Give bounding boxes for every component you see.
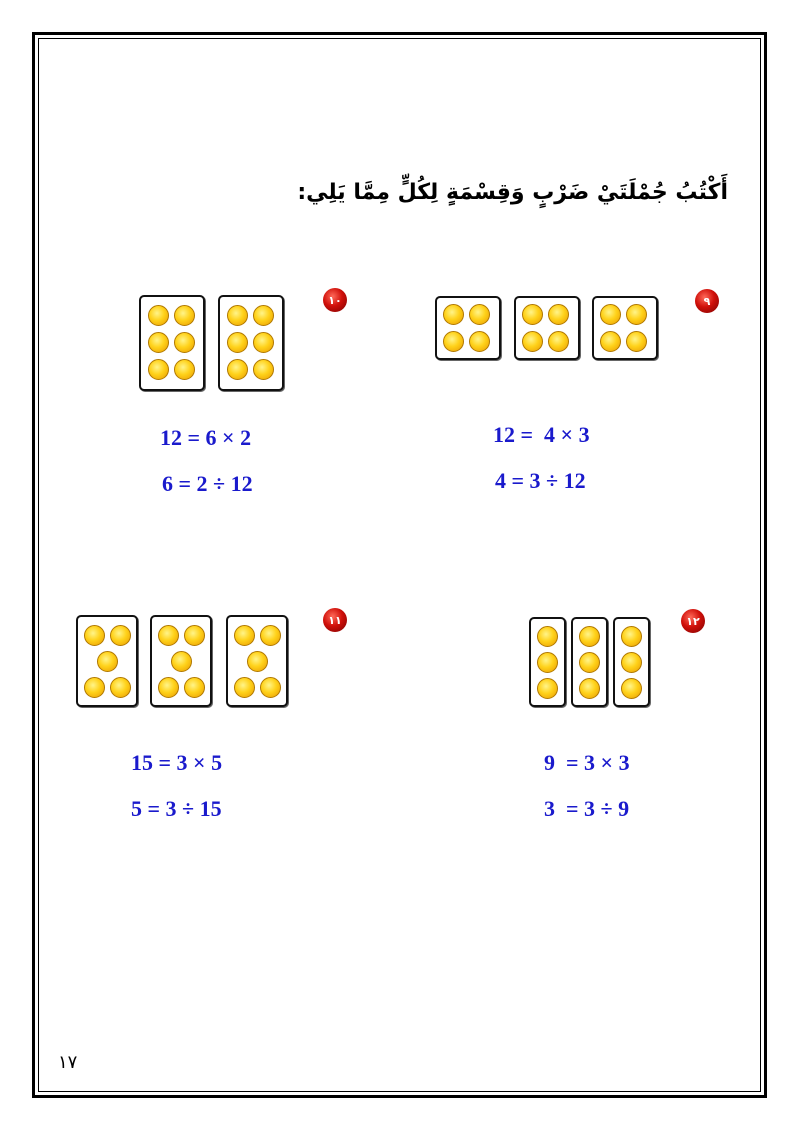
counter-dot (260, 677, 281, 698)
division-sentence: 5 = 3 ÷ 15 (131, 796, 222, 821)
counter-dot (548, 331, 569, 352)
counter-dot (621, 626, 642, 647)
counter-dot (234, 625, 255, 646)
division-sentence: 6 = 2 ÷ 12 (162, 471, 253, 496)
counter-dot (469, 304, 490, 325)
counter-dot (84, 625, 105, 646)
page-number: ١٧ (58, 1052, 78, 1073)
counter-group-card (76, 615, 138, 707)
exercise-number-badge: ١١ (323, 608, 347, 632)
multiplication-sentence: 9 = 3 × 3 (544, 750, 630, 775)
counter-dot (184, 677, 205, 698)
counter-dot (469, 331, 490, 352)
counter-dot (600, 331, 621, 352)
counter-dot (537, 652, 558, 673)
counter-dot (158, 677, 179, 698)
counter-group-card (150, 615, 212, 707)
counter-dot (174, 359, 195, 380)
counter-group-card (571, 617, 608, 707)
multiplication-sentence: 15 = 3 × 5 (131, 750, 223, 775)
counter-dot (443, 304, 464, 325)
counter-dot (227, 332, 248, 353)
multiplication-sentence: 12 = 4 × 3 (493, 422, 590, 447)
counter-dot (110, 625, 131, 646)
counter-dot (171, 651, 192, 672)
counter-dot (579, 678, 600, 699)
counter-dot (253, 359, 274, 380)
counter-dot (184, 625, 205, 646)
multiplication-sentence: 12 = 6 × 2 (160, 425, 252, 450)
counter-dot (234, 677, 255, 698)
counter-dot (97, 651, 118, 672)
counter-dot (522, 304, 543, 325)
counter-dot (148, 332, 169, 353)
counter-group-card (514, 296, 580, 360)
counter-dot (247, 651, 268, 672)
counter-dot (174, 305, 195, 326)
counter-dot (626, 304, 647, 325)
instruction-text: أَكْتُبُ جُمْلَتَيْ ضَرْبٍ وَقِسْمَةٍ لِكُلٍّ مِمَّا يَلِي: (297, 180, 728, 205)
counter-dot (621, 652, 642, 673)
counter-group-card (139, 295, 205, 391)
exercise-number-badge: ١٢ (681, 609, 705, 633)
division-sentence: 3 = 3 ÷ 9 (544, 796, 630, 821)
counter-dot (158, 625, 179, 646)
counter-dot (174, 332, 195, 353)
counter-dot (253, 332, 274, 353)
counter-dot (148, 305, 169, 326)
counter-dot (227, 305, 248, 326)
counter-dot (600, 304, 621, 325)
counter-dot (110, 677, 131, 698)
counter-dot (443, 331, 464, 352)
counter-dot (621, 678, 642, 699)
counter-group-card (226, 615, 288, 707)
counter-dot (227, 359, 248, 380)
counter-dot (579, 652, 600, 673)
counter-dot (626, 331, 647, 352)
counter-dot (260, 625, 281, 646)
counter-dot (548, 304, 569, 325)
counter-dot (522, 331, 543, 352)
counter-dot (537, 626, 558, 647)
counter-dot (148, 359, 169, 380)
counter-dot (579, 626, 600, 647)
counter-group-card (613, 617, 650, 707)
division-sentence: 4 = 3 ÷ 12 (495, 468, 586, 493)
counter-group-card (592, 296, 658, 360)
counter-dot (84, 677, 105, 698)
counter-group-card (529, 617, 566, 707)
counter-group-card (435, 296, 501, 360)
counter-dot (537, 678, 558, 699)
exercise-number-badge: ١٠ (323, 288, 347, 312)
counter-dot (253, 305, 274, 326)
counter-group-card (218, 295, 284, 391)
exercise-number-badge: ٩ (695, 289, 719, 313)
